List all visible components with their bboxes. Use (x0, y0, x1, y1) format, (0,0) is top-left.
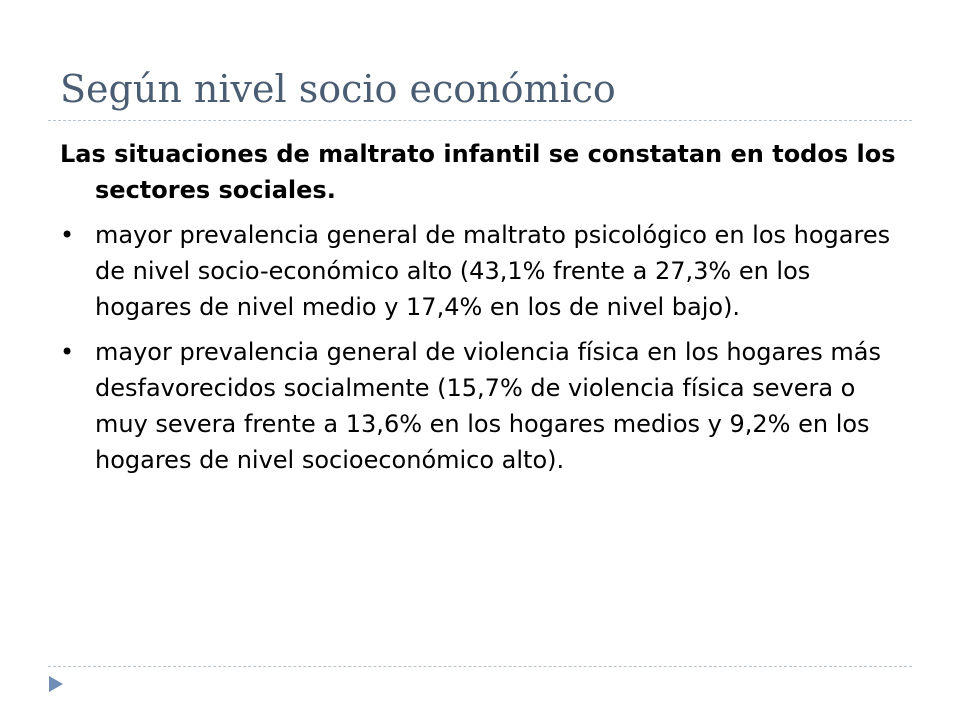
bullet-item-physical (60, 334, 900, 478)
lead-paragraph: Las situaciones de maltrato infantil se constatan en todos los sectores sociales. (60, 140, 896, 204)
bullet-text: mayor prevalencia general de violencia física en los hogares más desfavorecidos socialmente (15,7% de violencia física severa o muy severa frente a 13,6% en los hogares medios y 9,2% en los hogares de nivel socioeconómico alto). (95, 338, 882, 474)
page-title: Según nivel socio económico (60, 67, 616, 111)
footer-divider (48, 666, 912, 667)
bullet-item-psychological (60, 217, 900, 325)
triangle-right-icon (49, 676, 63, 692)
bullet-dot-icon: • (60, 338, 75, 366)
slide-body (60, 136, 900, 487)
title-divider (48, 120, 912, 121)
bullet-dot-icon: • (60, 221, 75, 249)
bullet-text: mayor prevalencia general de maltrato psicológico en los hogares de nivel socio-económico alto (43,1% frente a 27,3% en los hogares de nivel medio y 17,4% en los de nivel bajo). (95, 221, 891, 321)
